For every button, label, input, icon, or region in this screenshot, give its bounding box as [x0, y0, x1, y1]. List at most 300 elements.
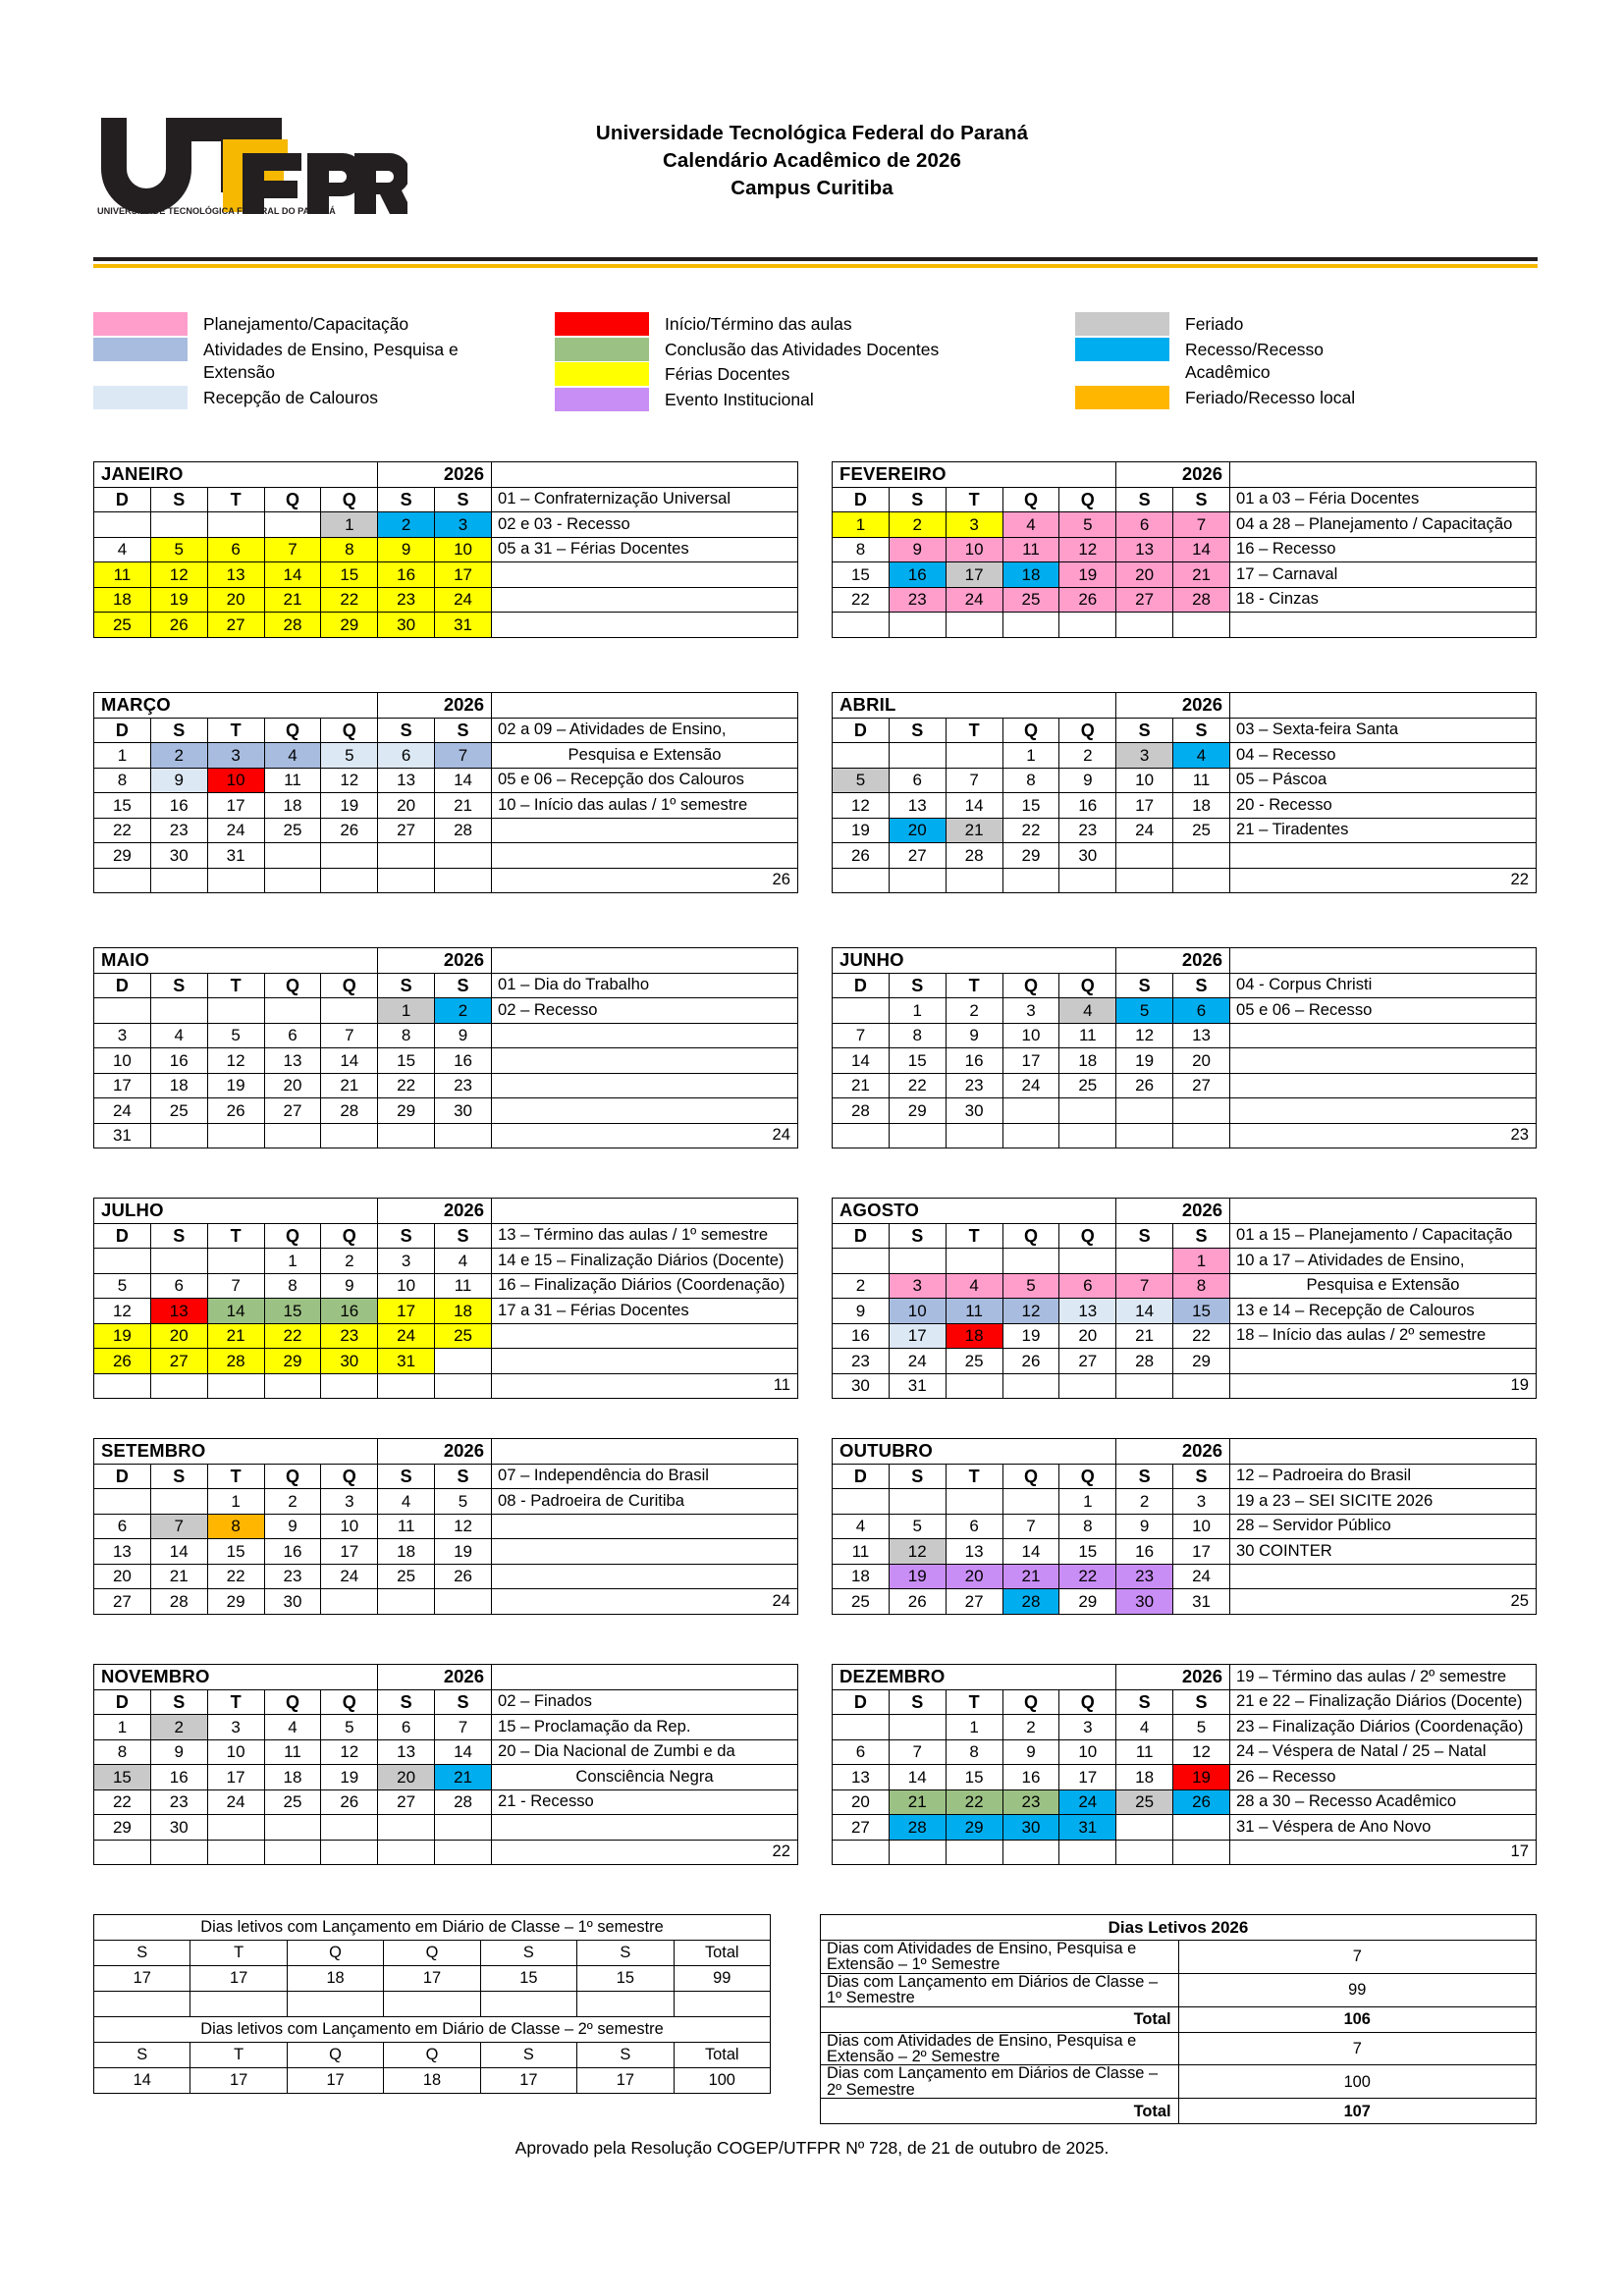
- day-cell[interactable]: 23: [1116, 1564, 1173, 1589]
- day-cell[interactable]: 7: [889, 1739, 946, 1765]
- day-cell[interactable]: 20: [207, 587, 264, 613]
- day-cell[interactable]: 10: [1173, 1514, 1230, 1539]
- day-cell[interactable]: 9: [889, 537, 946, 562]
- day-cell[interactable]: 5: [321, 1715, 378, 1740]
- day-cell[interactable]: 18: [94, 587, 151, 613]
- day-cell[interactable]: 10: [1002, 1023, 1059, 1048]
- day-cell[interactable]: 16: [1002, 1765, 1059, 1790]
- day-cell[interactable]: 16: [1059, 793, 1116, 819]
- day-cell[interactable]: 4: [1059, 998, 1116, 1024]
- day-cell[interactable]: 9: [150, 1739, 207, 1765]
- day-cell[interactable]: 25: [1173, 818, 1230, 843]
- day-cell[interactable]: 12: [150, 562, 207, 588]
- day-cell[interactable]: 4: [264, 1715, 321, 1740]
- day-cell[interactable]: 6: [150, 1273, 207, 1299]
- day-cell[interactable]: 31: [1173, 1589, 1230, 1615]
- day-cell[interactable]: 21: [833, 1073, 890, 1098]
- day-cell[interactable]: 5: [1116, 998, 1173, 1024]
- day-cell[interactable]: 27: [1116, 587, 1173, 613]
- day-cell[interactable]: 15: [946, 1765, 1002, 1790]
- day-cell[interactable]: 28: [946, 843, 1002, 869]
- day-cell[interactable]: 12: [207, 1048, 264, 1074]
- day-cell[interactable]: 17: [1002, 1048, 1059, 1074]
- day-cell[interactable]: 14: [833, 1048, 890, 1074]
- day-cell[interactable]: 29: [946, 1815, 1002, 1841]
- day-cell[interactable]: 30: [150, 843, 207, 869]
- day-cell[interactable]: 15: [94, 793, 151, 819]
- day-cell[interactable]: 17: [435, 562, 492, 588]
- day-cell[interactable]: 17: [207, 1765, 264, 1790]
- day-cell[interactable]: 30: [321, 1349, 378, 1374]
- day-cell[interactable]: 26: [833, 843, 890, 869]
- day-cell[interactable]: 13: [1116, 537, 1173, 562]
- day-cell[interactable]: 6: [1116, 512, 1173, 538]
- day-cell[interactable]: 6: [833, 1739, 890, 1765]
- day-cell[interactable]: 5: [889, 1514, 946, 1539]
- day-cell[interactable]: 17: [378, 1299, 435, 1324]
- day-cell[interactable]: 12: [1059, 537, 1116, 562]
- day-cell[interactable]: 30: [946, 1098, 1002, 1124]
- day-cell[interactable]: 15: [207, 1539, 264, 1565]
- day-cell[interactable]: 25: [435, 1323, 492, 1349]
- day-cell[interactable]: 16: [1116, 1539, 1173, 1565]
- day-cell[interactable]: 13: [946, 1539, 1002, 1565]
- day-cell[interactable]: 9: [1002, 1739, 1059, 1765]
- day-cell[interactable]: 4: [94, 537, 151, 562]
- day-cell[interactable]: 24: [435, 587, 492, 613]
- day-cell[interactable]: 25: [833, 1589, 890, 1615]
- day-cell[interactable]: 21: [889, 1789, 946, 1815]
- day-cell[interactable]: 9: [378, 537, 435, 562]
- day-cell[interactable]: 5: [1002, 1273, 1059, 1299]
- day-cell[interactable]: 7: [435, 743, 492, 769]
- day-cell[interactable]: 3: [889, 1273, 946, 1299]
- day-cell[interactable]: 2: [1059, 743, 1116, 769]
- day-cell[interactable]: 30: [1059, 843, 1116, 869]
- day-cell[interactable]: 12: [94, 1299, 151, 1324]
- day-cell[interactable]: 7: [264, 537, 321, 562]
- day-cell[interactable]: 17: [207, 793, 264, 819]
- day-cell[interactable]: 14: [435, 1739, 492, 1765]
- day-cell[interactable]: 4: [1173, 743, 1230, 769]
- day-cell[interactable]: 14: [1116, 1299, 1173, 1324]
- day-cell[interactable]: 14: [1002, 1539, 1059, 1565]
- day-cell[interactable]: 29: [321, 613, 378, 638]
- day-cell[interactable]: 2: [150, 1715, 207, 1740]
- day-cell[interactable]: 20: [889, 818, 946, 843]
- day-cell[interactable]: 17: [94, 1073, 151, 1098]
- day-cell[interactable]: 16: [150, 793, 207, 819]
- day-cell[interactable]: 6: [1173, 998, 1230, 1024]
- day-cell[interactable]: 23: [378, 587, 435, 613]
- day-cell[interactable]: 30: [435, 1098, 492, 1124]
- day-cell[interactable]: 7: [1002, 1514, 1059, 1539]
- day-cell[interactable]: 22: [94, 818, 151, 843]
- day-cell[interactable]: 10: [321, 1514, 378, 1539]
- day-cell[interactable]: 12: [435, 1514, 492, 1539]
- day-cell[interactable]: 5: [1173, 1715, 1230, 1740]
- day-cell[interactable]: 8: [1002, 768, 1059, 793]
- day-cell[interactable]: 21: [1002, 1564, 1059, 1589]
- day-cell[interactable]: 17: [1116, 793, 1173, 819]
- day-cell[interactable]: 9: [946, 1023, 1002, 1048]
- day-cell[interactable]: 1: [94, 743, 151, 769]
- day-cell[interactable]: 16: [889, 562, 946, 588]
- day-cell[interactable]: 21: [946, 818, 1002, 843]
- day-cell[interactable]: 26: [1116, 1073, 1173, 1098]
- day-cell[interactable]: 20: [833, 1789, 890, 1815]
- day-cell[interactable]: 25: [1002, 587, 1059, 613]
- day-cell[interactable]: 28: [833, 1098, 890, 1124]
- day-cell[interactable]: 29: [94, 1815, 151, 1841]
- day-cell[interactable]: 2: [378, 512, 435, 538]
- day-cell[interactable]: 13: [1173, 1023, 1230, 1048]
- day-cell[interactable]: 29: [264, 1349, 321, 1374]
- day-cell[interactable]: 11: [435, 1273, 492, 1299]
- day-cell[interactable]: 7: [1116, 1273, 1173, 1299]
- day-cell[interactable]: 4: [378, 1489, 435, 1515]
- day-cell[interactable]: 23: [833, 1349, 890, 1374]
- day-cell[interactable]: 1: [1059, 1489, 1116, 1515]
- day-cell[interactable]: 8: [321, 537, 378, 562]
- day-cell[interactable]: 25: [378, 1564, 435, 1589]
- day-cell[interactable]: 19: [321, 1765, 378, 1790]
- day-cell[interactable]: 23: [889, 587, 946, 613]
- day-cell[interactable]: 1: [833, 512, 890, 538]
- day-cell[interactable]: 5: [321, 743, 378, 769]
- day-cell[interactable]: 28: [435, 1789, 492, 1815]
- day-cell[interactable]: 21: [150, 1564, 207, 1589]
- day-cell[interactable]: 26: [435, 1564, 492, 1589]
- day-cell[interactable]: 11: [946, 1299, 1002, 1324]
- day-cell[interactable]: 22: [946, 1789, 1002, 1815]
- day-cell[interactable]: 17: [946, 562, 1002, 588]
- day-cell[interactable]: 28: [264, 613, 321, 638]
- day-cell[interactable]: 8: [378, 1023, 435, 1048]
- day-cell[interactable]: 29: [1173, 1349, 1230, 1374]
- day-cell[interactable]: 20: [378, 793, 435, 819]
- day-cell[interactable]: 17: [1173, 1539, 1230, 1565]
- day-cell[interactable]: 4: [1002, 512, 1059, 538]
- day-cell[interactable]: 17: [1059, 1765, 1116, 1790]
- day-cell[interactable]: 2: [321, 1249, 378, 1274]
- day-cell[interactable]: 8: [94, 1739, 151, 1765]
- day-cell[interactable]: 13: [1059, 1299, 1116, 1324]
- day-cell[interactable]: 11: [94, 562, 151, 588]
- day-cell[interactable]: 21: [1116, 1323, 1173, 1349]
- day-cell[interactable]: 25: [1059, 1073, 1116, 1098]
- day-cell[interactable]: 28: [435, 818, 492, 843]
- day-cell[interactable]: 17: [889, 1323, 946, 1349]
- day-cell[interactable]: 26: [321, 818, 378, 843]
- day-cell[interactable]: 27: [150, 1349, 207, 1374]
- day-cell[interactable]: 8: [1173, 1273, 1230, 1299]
- day-cell[interactable]: 21: [321, 1073, 378, 1098]
- day-cell[interactable]: 5: [94, 1273, 151, 1299]
- day-cell[interactable]: 4: [264, 743, 321, 769]
- day-cell[interactable]: 6: [1059, 1273, 1116, 1299]
- day-cell[interactable]: 23: [1002, 1789, 1059, 1815]
- day-cell[interactable]: 29: [207, 1589, 264, 1615]
- day-cell[interactable]: 1: [94, 1715, 151, 1740]
- day-cell[interactable]: 21: [1173, 562, 1230, 588]
- day-cell[interactable]: 30: [378, 613, 435, 638]
- day-cell[interactable]: 21: [435, 1765, 492, 1790]
- day-cell[interactable]: 10: [435, 537, 492, 562]
- day-cell[interactable]: 21: [264, 587, 321, 613]
- day-cell[interactable]: 4: [1116, 1715, 1173, 1740]
- day-cell[interactable]: 3: [1002, 998, 1059, 1024]
- day-cell[interactable]: 25: [264, 818, 321, 843]
- day-cell[interactable]: 27: [264, 1098, 321, 1124]
- day-cell[interactable]: 9: [150, 768, 207, 793]
- day-cell[interactable]: 31: [889, 1373, 946, 1399]
- day-cell[interactable]: 10: [207, 1739, 264, 1765]
- day-cell[interactable]: 31: [94, 1123, 151, 1148]
- day-cell[interactable]: 27: [1173, 1073, 1230, 1098]
- day-cell[interactable]: 18: [264, 1765, 321, 1790]
- day-cell[interactable]: 6: [94, 1514, 151, 1539]
- day-cell[interactable]: 11: [1059, 1023, 1116, 1048]
- day-cell[interactable]: 5: [150, 537, 207, 562]
- day-cell[interactable]: 1: [378, 998, 435, 1024]
- day-cell[interactable]: 25: [946, 1349, 1002, 1374]
- day-cell[interactable]: 24: [946, 587, 1002, 613]
- day-cell[interactable]: 2: [1116, 1489, 1173, 1515]
- day-cell[interactable]: 16: [150, 1765, 207, 1790]
- day-cell[interactable]: 14: [435, 768, 492, 793]
- day-cell[interactable]: 11: [264, 768, 321, 793]
- day-cell[interactable]: 2: [833, 1273, 890, 1299]
- day-cell[interactable]: 18: [435, 1299, 492, 1324]
- day-cell[interactable]: 1: [321, 512, 378, 538]
- day-cell[interactable]: 28: [1002, 1589, 1059, 1615]
- day-cell[interactable]: 5: [833, 768, 890, 793]
- day-cell[interactable]: 28: [1116, 1349, 1173, 1374]
- day-cell[interactable]: 19: [1116, 1048, 1173, 1074]
- day-cell[interactable]: 8: [1059, 1514, 1116, 1539]
- day-cell[interactable]: 31: [1059, 1815, 1116, 1841]
- day-cell[interactable]: 26: [1059, 587, 1116, 613]
- day-cell[interactable]: 31: [435, 613, 492, 638]
- day-cell[interactable]: 22: [833, 587, 890, 613]
- day-cell[interactable]: 20: [1173, 1048, 1230, 1074]
- day-cell[interactable]: 28: [150, 1589, 207, 1615]
- day-cell[interactable]: 20: [1116, 562, 1173, 588]
- day-cell[interactable]: 19: [1173, 1765, 1230, 1790]
- day-cell[interactable]: 15: [94, 1765, 151, 1790]
- day-cell[interactable]: 18: [946, 1323, 1002, 1349]
- day-cell[interactable]: 6: [946, 1514, 1002, 1539]
- day-cell[interactable]: 8: [833, 537, 890, 562]
- day-cell[interactable]: 12: [1116, 1023, 1173, 1048]
- day-cell[interactable]: 19: [833, 818, 890, 843]
- day-cell[interactable]: 6: [207, 537, 264, 562]
- day-cell[interactable]: 11: [833, 1539, 890, 1565]
- day-cell[interactable]: 24: [207, 818, 264, 843]
- day-cell[interactable]: 1: [1002, 743, 1059, 769]
- day-cell[interactable]: 4: [833, 1514, 890, 1539]
- day-cell[interactable]: 14: [1173, 537, 1230, 562]
- day-cell[interactable]: 8: [264, 1273, 321, 1299]
- day-cell[interactable]: 2: [150, 743, 207, 769]
- day-cell[interactable]: 26: [1002, 1349, 1059, 1374]
- day-cell[interactable]: 15: [833, 562, 890, 588]
- day-cell[interactable]: 26: [150, 613, 207, 638]
- day-cell[interactable]: 25: [1116, 1789, 1173, 1815]
- day-cell[interactable]: 30: [1116, 1589, 1173, 1615]
- day-cell[interactable]: 15: [889, 1048, 946, 1074]
- day-cell[interactable]: 11: [1002, 537, 1059, 562]
- day-cell[interactable]: 26: [321, 1789, 378, 1815]
- day-cell[interactable]: 19: [321, 793, 378, 819]
- day-cell[interactable]: 9: [264, 1514, 321, 1539]
- day-cell[interactable]: 20: [378, 1765, 435, 1790]
- day-cell[interactable]: 28: [321, 1098, 378, 1124]
- day-cell[interactable]: 11: [1116, 1739, 1173, 1765]
- day-cell[interactable]: 12: [889, 1539, 946, 1565]
- day-cell[interactable]: 19: [207, 1073, 264, 1098]
- day-cell[interactable]: 13: [264, 1048, 321, 1074]
- day-cell[interactable]: 13: [889, 793, 946, 819]
- day-cell[interactable]: 30: [1002, 1815, 1059, 1841]
- day-cell[interactable]: 22: [207, 1564, 264, 1589]
- day-cell[interactable]: 12: [321, 1739, 378, 1765]
- day-cell[interactable]: 18: [833, 1564, 890, 1589]
- day-cell[interactable]: 16: [378, 562, 435, 588]
- day-cell[interactable]: 20: [264, 1073, 321, 1098]
- day-cell[interactable]: 11: [378, 1514, 435, 1539]
- day-cell[interactable]: 23: [435, 1073, 492, 1098]
- day-cell[interactable]: 7: [1173, 512, 1230, 538]
- day-cell[interactable]: 12: [833, 793, 890, 819]
- day-cell[interactable]: 4: [435, 1249, 492, 1274]
- day-cell[interactable]: 7: [833, 1023, 890, 1048]
- day-cell[interactable]: 30: [833, 1373, 890, 1399]
- day-cell[interactable]: 25: [150, 1098, 207, 1124]
- day-cell[interactable]: 16: [150, 1048, 207, 1074]
- day-cell[interactable]: 28: [207, 1349, 264, 1374]
- day-cell[interactable]: 22: [378, 1073, 435, 1098]
- day-cell[interactable]: 9: [1059, 768, 1116, 793]
- day-cell[interactable]: 9: [435, 1023, 492, 1048]
- day-cell[interactable]: 20: [94, 1564, 151, 1589]
- day-cell[interactable]: 24: [321, 1564, 378, 1589]
- day-cell[interactable]: 5: [1059, 512, 1116, 538]
- day-cell[interactable]: 3: [435, 512, 492, 538]
- day-cell[interactable]: 10: [1059, 1739, 1116, 1765]
- day-cell[interactable]: 13: [94, 1539, 151, 1565]
- day-cell[interactable]: 19: [150, 587, 207, 613]
- day-cell[interactable]: 15: [1059, 1539, 1116, 1565]
- day-cell[interactable]: 3: [378, 1249, 435, 1274]
- day-cell[interactable]: 7: [946, 768, 1002, 793]
- day-cell[interactable]: 19: [889, 1564, 946, 1589]
- day-cell[interactable]: 13: [378, 768, 435, 793]
- day-cell[interactable]: 16: [435, 1048, 492, 1074]
- day-cell[interactable]: 27: [378, 818, 435, 843]
- day-cell[interactable]: 1: [946, 1715, 1002, 1740]
- day-cell[interactable]: 10: [378, 1273, 435, 1299]
- day-cell[interactable]: 18: [1059, 1048, 1116, 1074]
- day-cell[interactable]: 9: [321, 1273, 378, 1299]
- day-cell[interactable]: 10: [889, 1299, 946, 1324]
- day-cell[interactable]: 4: [946, 1273, 1002, 1299]
- day-cell[interactable]: 21: [435, 793, 492, 819]
- day-cell[interactable]: 24: [207, 1789, 264, 1815]
- day-cell[interactable]: 4: [150, 1023, 207, 1048]
- day-cell[interactable]: 15: [321, 562, 378, 588]
- day-cell[interactable]: 3: [1173, 1489, 1230, 1515]
- day-cell[interactable]: 27: [833, 1815, 890, 1841]
- day-cell[interactable]: 14: [946, 793, 1002, 819]
- day-cell[interactable]: 18: [264, 793, 321, 819]
- day-cell[interactable]: 24: [378, 1323, 435, 1349]
- day-cell[interactable]: 18: [378, 1539, 435, 1565]
- day-cell[interactable]: 1: [1173, 1249, 1230, 1274]
- day-cell[interactable]: 15: [1002, 793, 1059, 819]
- day-cell[interactable]: 10: [207, 768, 264, 793]
- day-cell[interactable]: 18: [150, 1073, 207, 1098]
- day-cell[interactable]: 11: [264, 1739, 321, 1765]
- day-cell[interactable]: 19: [435, 1539, 492, 1565]
- day-cell[interactable]: 27: [889, 843, 946, 869]
- day-cell[interactable]: 29: [1002, 843, 1059, 869]
- day-cell[interactable]: 2: [889, 512, 946, 538]
- day-cell[interactable]: 22: [264, 1323, 321, 1349]
- day-cell[interactable]: 13: [833, 1765, 890, 1790]
- day-cell[interactable]: 29: [94, 843, 151, 869]
- day-cell[interactable]: 25: [94, 613, 151, 638]
- day-cell[interactable]: 24: [1116, 818, 1173, 843]
- day-cell[interactable]: 7: [435, 1715, 492, 1740]
- day-cell[interactable]: 2: [946, 998, 1002, 1024]
- day-cell[interactable]: 24: [94, 1098, 151, 1124]
- day-cell[interactable]: 16: [833, 1323, 890, 1349]
- day-cell[interactable]: 2: [435, 998, 492, 1024]
- day-cell[interactable]: 19: [94, 1323, 151, 1349]
- day-cell[interactable]: 25: [264, 1789, 321, 1815]
- day-cell[interactable]: 22: [1002, 818, 1059, 843]
- day-cell[interactable]: 14: [150, 1539, 207, 1565]
- day-cell[interactable]: 14: [207, 1299, 264, 1324]
- day-cell[interactable]: 29: [1059, 1589, 1116, 1615]
- day-cell[interactable]: 30: [264, 1589, 321, 1615]
- day-cell[interactable]: 8: [889, 1023, 946, 1048]
- day-cell[interactable]: 10: [1116, 768, 1173, 793]
- day-cell[interactable]: 22: [1173, 1323, 1230, 1349]
- day-cell[interactable]: 22: [889, 1073, 946, 1098]
- day-cell[interactable]: 7: [150, 1514, 207, 1539]
- day-cell[interactable]: 17: [321, 1539, 378, 1565]
- day-cell[interactable]: 1: [264, 1249, 321, 1274]
- day-cell[interactable]: 23: [150, 1789, 207, 1815]
- day-cell[interactable]: 28: [889, 1815, 946, 1841]
- day-cell[interactable]: 1: [889, 998, 946, 1024]
- day-cell[interactable]: 3: [1059, 1715, 1116, 1740]
- day-cell[interactable]: 19: [1059, 562, 1116, 588]
- day-cell[interactable]: 26: [207, 1098, 264, 1124]
- day-cell[interactable]: 10: [946, 537, 1002, 562]
- day-cell[interactable]: 9: [1116, 1514, 1173, 1539]
- day-cell[interactable]: 23: [264, 1564, 321, 1589]
- day-cell[interactable]: 2: [264, 1489, 321, 1515]
- day-cell[interactable]: 3: [207, 1715, 264, 1740]
- day-cell[interactable]: 13: [378, 1739, 435, 1765]
- day-cell[interactable]: 29: [889, 1098, 946, 1124]
- day-cell[interactable]: 27: [94, 1589, 151, 1615]
- day-cell[interactable]: 23: [150, 818, 207, 843]
